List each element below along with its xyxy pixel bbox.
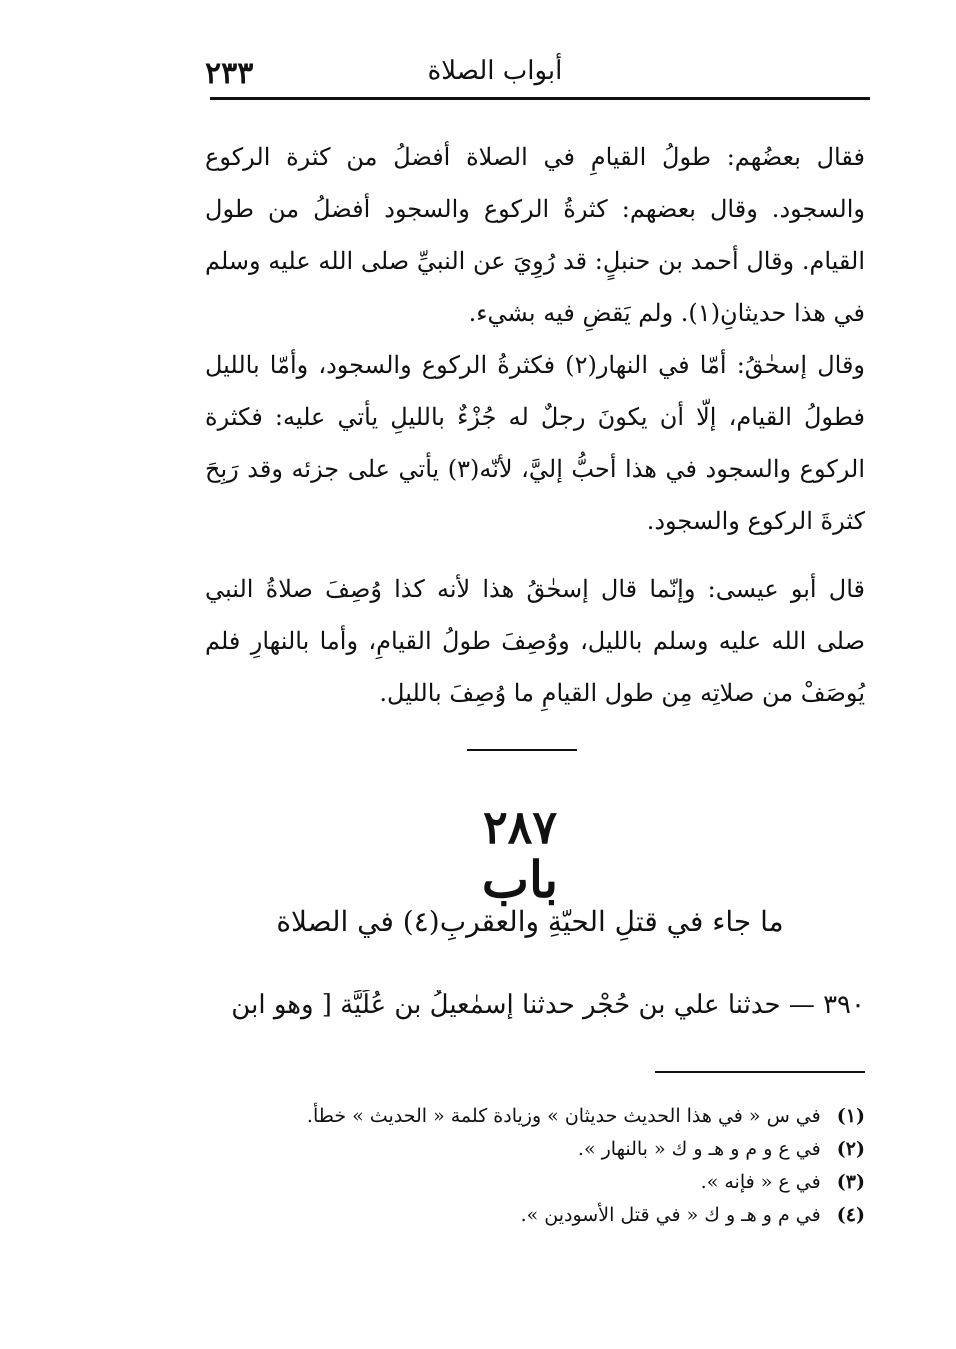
footnote-text: في م و هـ و ك « في قتل الأسودين ».: [520, 1204, 821, 1226]
hadith-text: ٣٩٠ — حدثنا علي بن حُجْر حدثنا إسمٰعيلُ بن عُلَيَّة [ وهو ابن: [231, 990, 865, 1020]
footnote-2: [300, 1133, 865, 1166]
body-paragraph-2: [205, 339, 865, 547]
footnote-separator: [655, 1071, 865, 1073]
footnote-text: في ع و م و هـ و ك « بالنهار ».: [577, 1138, 821, 1160]
footnote-number: (٣): [836, 1171, 865, 1193]
body-paragraph-1: [205, 131, 865, 339]
chapter-label: باب: [481, 850, 559, 909]
chapter-title: ما جاء في قتلِ الحيّةِ والعقربِ(٤) في الصلاة: [276, 905, 784, 938]
footnote-text: في ع « فإنه ».: [700, 1171, 821, 1193]
body-paragraph-3: [205, 563, 865, 719]
footnote-1: [300, 1100, 865, 1133]
paragraph-text: وقال إسحٰقُ: أمّا في النهار(٢) فكثرةُ الركوع والسجود، وأمّا بالليل فطولُ القيام، إلّا أن يكونَ رجلٌ له جُزْءٌ بالليلِ يأتي عليه: فكثرة الركوع والسجود في هذا أحبُّ إليَّ، لأنّه(٣) يأتي على جزئه وقد رَبِحَ كثرةَ الركوع والسجود.: [205, 351, 866, 535]
footnote-3: [300, 1166, 865, 1199]
footnote-number: (٤): [836, 1204, 865, 1226]
header-rule: [210, 97, 870, 100]
paragraph-text: فقال بعضُهم: طولُ القيامِ في الصلاة أفضلُ من كثرة الركوع والسجود. وقال بعضهم: كثرةُ الركوع والسجود أفضلُ من طول القيام. وقال أحمد بن حنبلٍ: قد رُوِيَ عن النبيِّ صلى الله عليه وسلم في هذا حديثانِ(١). ولم يَقضِ فيه بشيء.: [205, 143, 865, 327]
page-number: ٢٣٣: [205, 56, 254, 91]
chapter-number: ٢٨٧: [482, 800, 558, 854]
footnote-text: في س « في هذا الحديث حديثان » وزيادة كلمة « الحديث » خطأ.: [306, 1105, 821, 1127]
section-separator: [467, 749, 577, 751]
running-header-title: أبواب الصلاة: [427, 56, 563, 86]
footnotes: [300, 1100, 865, 1232]
footnote-number: (١): [836, 1105, 865, 1127]
footnote-number: (٢): [836, 1138, 865, 1160]
footnote-4: [300, 1199, 865, 1232]
paragraph-text: قال أبو عيسى: وإنّما قال إسحٰقُ هذا لأنه كذا وُصِفَ صلاةُ النبي صلى الله عليه وسلم بالليل، ووُصِفَ طولُ القيامِ، وأما بالنهارِ فلم يُوصَفْ من صلاتِه مِن طول القيامِ ما وُصِفَ بالليل.: [205, 575, 866, 707]
